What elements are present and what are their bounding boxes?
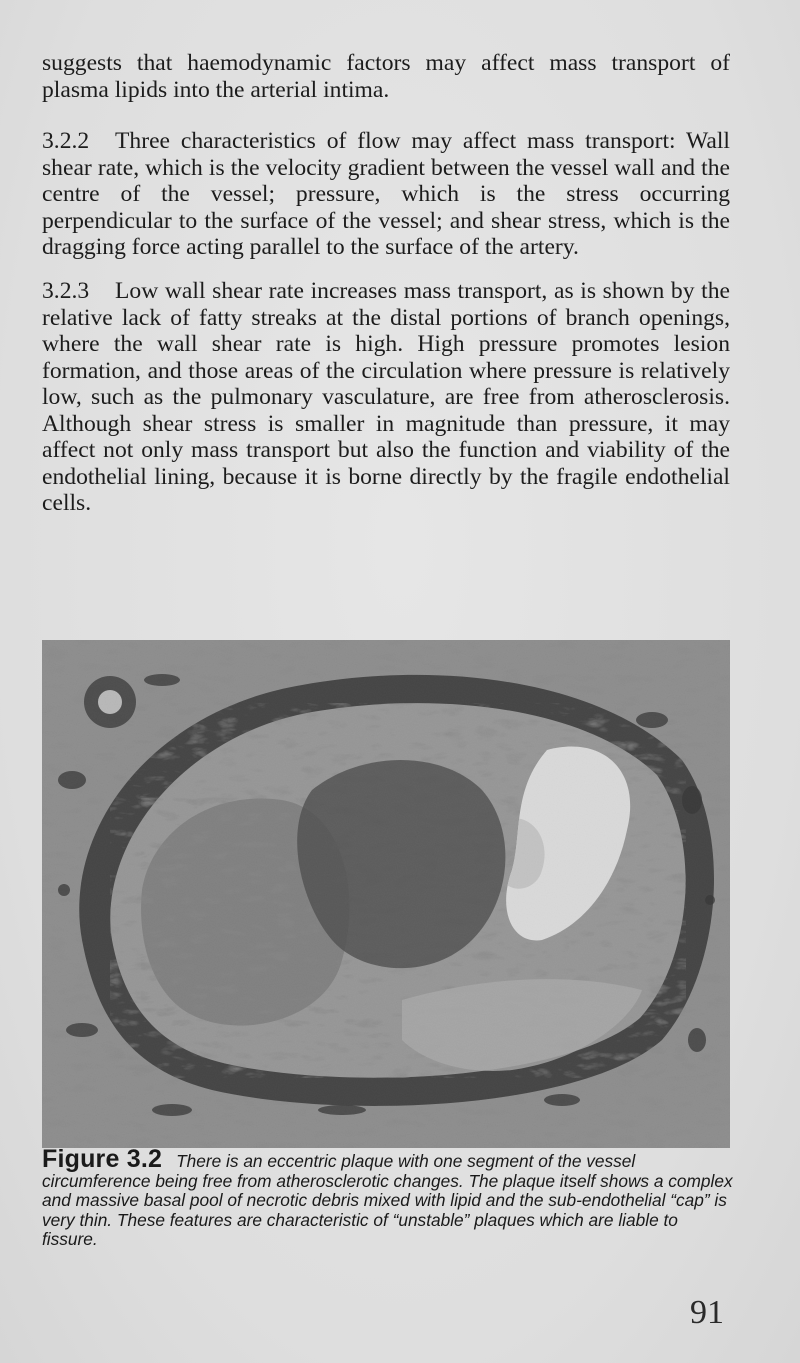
- figure-label: Figure 3.2: [42, 1145, 163, 1173]
- paragraph-text: suggests that haemodynamic factors may affect mass transport of plasma lipids into the arterial intima.: [42, 50, 730, 103]
- figure-caption: [42, 1145, 734, 1250]
- paragraph-text: Three characteristics of flow may affect mass transport: Wall shear rate, which is the velocity gradient between the vessel wall and the centre of the vessel; pressure, which is the stress occurring perpendicular to the surface of the vessel; and shear stress, which is the dragging force acting parallel to the surface of the artery.: [42, 128, 730, 260]
- section-number: 3.2.2: [42, 128, 90, 154]
- paragraph-continued: [42, 50, 730, 103]
- caption-text: There is an eccentric plaque with one segment of the vessel circumference being free from atherosclerotic changes. The plaque itself shows a complex and massive basal pool of necrotic debris mixed with lipid and the sub-endothelial “cap” is very thin. These features are characteristic of “unstable” plaques which are liable to fissure.: [42, 1151, 733, 1249]
- histology-micrograph: [42, 640, 730, 1148]
- paragraph-3-2-3: [42, 278, 730, 517]
- paragraph-text: Low wall shear rate increases mass transport, as is shown by the relative lack of fatty streaks at the distal portions of branch openings, where the wall shear rate is high. High pressure promotes lesion formation, and those areas of the circulation where pressure is relatively low, such as the pulmonary vasculature, are free from atherosclerosis. Although shear stress is smaller in magnitude than pressure, it may affect not only mass transport but also the function and viability of the endothelial lining, because it is borne directly by the fragile endothelial cells.: [42, 278, 730, 516]
- page-number: 91: [690, 1294, 724, 1331]
- paragraph-3-2-2: [42, 128, 730, 261]
- section-number: 3.2.3: [42, 278, 90, 304]
